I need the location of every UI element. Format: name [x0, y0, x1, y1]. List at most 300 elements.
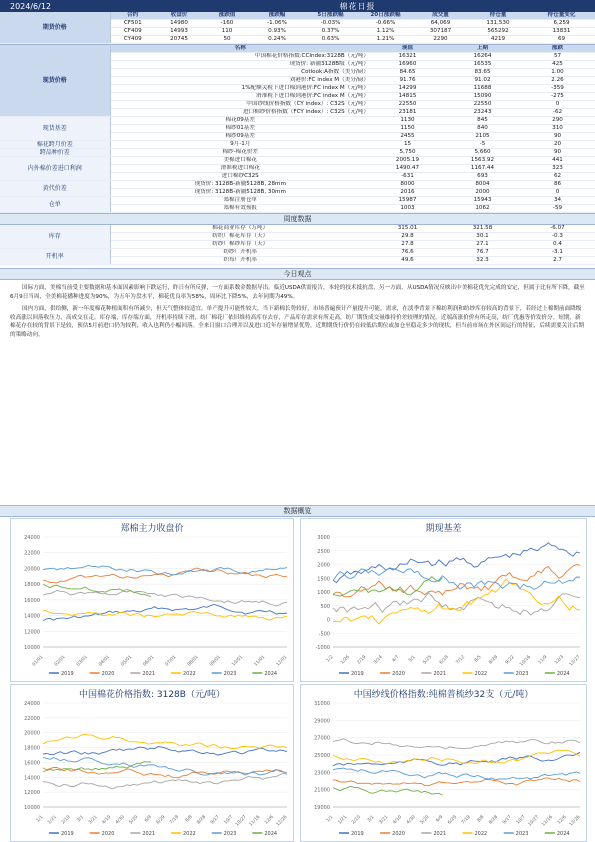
- y-tick-label: 29000: [314, 718, 330, 725]
- legend-label: 2019: [351, 671, 364, 677]
- start-rate-label: 开机率: [0, 249, 110, 265]
- basis-label: 现货基差: [0, 117, 110, 141]
- y-tick-label: 18000: [24, 582, 40, 589]
- cell: 23243: [445, 109, 520, 117]
- cell: 323: [520, 165, 595, 173]
- cell: 滑准税下进口棉到港价:FC index M（元/吨）: [110, 93, 370, 101]
- cell: 2000: [445, 189, 520, 197]
- legend-label: 2021: [433, 671, 447, 677]
- cell: 1130: [370, 117, 445, 125]
- chart-box: [10, 518, 294, 682]
- col-header: 收盘价: [155, 12, 203, 20]
- cell: 进口棉纱C32S: [110, 173, 370, 181]
- chart-basis: [301, 519, 586, 681]
- x-tick-label: 8/29: [488, 654, 500, 666]
- cell: 1150: [370, 125, 445, 133]
- y-tick-label: 23000: [314, 770, 330, 777]
- cell: 34: [520, 197, 595, 205]
- x-tick-label: 1/26: [340, 654, 351, 666]
- x-tick-label: 4/30: [406, 814, 417, 826]
- legend-label: 2021: [433, 831, 447, 837]
- y-tick-label: 18000: [24, 745, 40, 752]
- y-tick-label: -1000: [315, 645, 330, 651]
- y-tick-label: 16000: [24, 760, 40, 767]
- cell: 20745: [155, 36, 203, 44]
- x-tick-label: 12/6: [264, 814, 275, 826]
- y-tick-label: 2000: [317, 562, 330, 569]
- cell: 现货价: 3128B-新疆5128B, 30mm: [110, 189, 370, 197]
- cell: -59: [520, 205, 595, 213]
- table-row: [0, 249, 595, 257]
- table-row: [0, 157, 595, 165]
- chart-box: [300, 518, 587, 682]
- cell: CY409: [110, 36, 155, 44]
- series-line: [333, 739, 580, 749]
- cell: 64,069: [413, 20, 468, 28]
- cell: 8004: [445, 181, 520, 189]
- cell: -5: [445, 141, 520, 149]
- legend-label: 2022: [183, 831, 196, 837]
- series-line: [43, 589, 287, 606]
- cell: 49.6: [370, 257, 445, 265]
- x-tick-label: 11/16: [248, 814, 262, 828]
- cell: 1062: [445, 205, 520, 213]
- legend-label: 2019: [61, 831, 74, 837]
- x-tick-label: 3/1: [76, 814, 86, 824]
- cell: 15987: [370, 197, 445, 205]
- cell: 131,530: [468, 20, 528, 28]
- cell: 棉纱-棉花价差: [110, 149, 370, 157]
- cell: -0.03%: [303, 20, 358, 28]
- table-row: [0, 181, 595, 189]
- cell: 1.00: [520, 69, 595, 77]
- cell: 1167.44: [445, 165, 520, 173]
- x-tick-label: 8/28: [488, 814, 500, 826]
- cell: 845: [445, 117, 520, 125]
- cell: 16264: [445, 53, 520, 61]
- cell: 1003: [370, 205, 445, 213]
- cell: 织布厂开机率: [110, 257, 370, 265]
- cell: 32.3: [445, 257, 520, 265]
- x-tick-label: 03/01: [76, 654, 89, 668]
- x-tick-label: 3/21: [87, 814, 99, 826]
- y-tick-label: 22000: [24, 550, 40, 557]
- series-line: [333, 577, 442, 597]
- series-line: [43, 773, 287, 789]
- cell: -359: [520, 85, 595, 93]
- cell: 90: [520, 149, 595, 157]
- cell: Cotlook:A指数（美分/磅）: [110, 69, 370, 77]
- chart-cc-index: [11, 685, 293, 841]
- table-row: [0, 117, 595, 125]
- series-line: [333, 778, 580, 786]
- x-tick-label: 1/21: [47, 814, 58, 826]
- x-tick-label: 07/01: [164, 654, 178, 668]
- x-tick-label: 12/3: [554, 654, 565, 666]
- col-header: 上期: [445, 45, 520, 53]
- y-tick-label: 25000: [314, 753, 330, 759]
- x-tick-label: 8/5: [473, 654, 483, 664]
- cell: 69: [528, 36, 595, 44]
- cell: 滑准税进口棉花: [110, 165, 370, 173]
- cell: 纺织厂棉花库存（天）: [110, 233, 370, 241]
- x-tick-label: 4/30: [115, 814, 126, 826]
- x-tick-label: 5/20: [419, 814, 431, 826]
- cell: 27.8: [370, 241, 445, 249]
- cell: 0: [520, 101, 595, 109]
- spot-label: 现货价格: [0, 45, 110, 117]
- cell: 2.7: [520, 257, 595, 265]
- cell: 307187: [413, 28, 468, 36]
- cell: 50: [203, 36, 251, 44]
- y-tick-label: 500: [320, 603, 330, 610]
- legend-label: 2024: [264, 671, 278, 677]
- y-tick-label: 27000: [314, 735, 330, 742]
- col-header: 持仓量: [468, 12, 528, 20]
- cell: 29.8: [370, 233, 445, 241]
- x-tick-label: 8/8: [476, 814, 486, 824]
- x-tick-label: 10/7: [223, 814, 235, 826]
- x-tick-label: 1/1: [35, 814, 45, 824]
- cell: 20: [520, 141, 595, 149]
- x-tick-label: 10/01: [231, 654, 245, 668]
- cell: 76.6: [370, 249, 445, 257]
- x-tick-label: 6/9: [144, 814, 153, 824]
- cell: 14993: [155, 28, 203, 36]
- cell: -0.3: [520, 233, 595, 241]
- chart-box: [300, 684, 587, 842]
- x-tick-label: 4/7: [391, 654, 401, 664]
- x-tick-label: 2/10: [60, 814, 72, 826]
- cell: CF409: [110, 28, 155, 36]
- cell: 425: [520, 61, 595, 69]
- y-tick-label: -500: [318, 631, 330, 638]
- cell: 15090: [445, 93, 520, 101]
- cell: 0.93%: [251, 28, 303, 36]
- y-tick-label: 12000: [24, 629, 40, 636]
- cell: 23181: [370, 109, 445, 117]
- series-line: [333, 752, 580, 766]
- yellow-label: 黄代价差: [0, 181, 110, 197]
- x-tick-label: 5/1: [408, 654, 417, 664]
- cell: 16535: [445, 61, 520, 69]
- cell: 15: [370, 141, 445, 149]
- x-tick-label: 12/6: [557, 814, 568, 826]
- legend-label: 2023: [515, 671, 529, 677]
- cell: 0.63%: [303, 36, 358, 44]
- chart-title: 郑棉主力收盘价: [120, 524, 184, 534]
- cell: 1.12%: [358, 28, 413, 36]
- cell: 16960: [370, 61, 445, 69]
- col-header: 名称: [110, 45, 370, 53]
- cell: 1%配额关税下进口棉到港价:FC index M（元/吨）: [110, 85, 370, 93]
- report-title: 棉花日报: [339, 1, 376, 11]
- y-tick-label: 22000: [24, 715, 40, 722]
- x-tick-label: 3/14: [373, 654, 384, 666]
- y-tick-label: 24000: [24, 535, 40, 541]
- y-tick-label: 20000: [24, 730, 40, 737]
- weekly-title: 周度数据: [0, 213, 595, 225]
- cell: 1490.47: [370, 165, 445, 173]
- legend-label: 2020: [392, 671, 405, 677]
- report-header: [0, 0, 595, 12]
- cell: 76.7: [445, 249, 520, 257]
- cell: 1.21%: [358, 36, 413, 44]
- chart-title: 中国纱线价格指数:纯棉普梳纱32支（元/吨）: [353, 690, 534, 700]
- cell: 郑棉有效预报: [110, 205, 370, 213]
- cell: 2105: [445, 133, 520, 141]
- cell: 315.01: [370, 225, 445, 233]
- x-tick-label: 4/10: [101, 814, 113, 826]
- cell: -3.1: [520, 249, 595, 257]
- cell: 83.65: [445, 69, 520, 77]
- x-tick-label: 7/12: [455, 654, 467, 666]
- cell: CF501: [110, 20, 155, 28]
- cell: 刘港价:FC index M（美分/磅）: [110, 77, 370, 85]
- x-tick-label: 1/21: [337, 814, 349, 826]
- x-tick-label: 7/19: [169, 814, 180, 826]
- chart-title: 期现基差: [425, 524, 462, 534]
- chart-title: 中国棉花价格指数: 3128B（元/吨）: [78, 690, 225, 700]
- cell: 290: [520, 117, 595, 125]
- x-tick-label: 08/01: [186, 654, 200, 668]
- cell: 2290: [413, 36, 468, 44]
- cell: -160: [203, 20, 251, 28]
- series-line: [43, 584, 151, 596]
- x-tick-label: 12/01: [275, 654, 289, 668]
- x-tick-label: 9/17: [502, 814, 513, 826]
- x-tick-label: 10/16: [519, 654, 533, 668]
- x-tick-label: 6/18: [438, 654, 450, 666]
- cell: 27.1: [445, 241, 520, 249]
- x-tick-label: 05/01: [120, 654, 134, 668]
- view-paragraph-1: 国际方面，美棉当前受主要数据和基本面因素影响下跌运行，昨日有所反弹，一方面系数金数据导出。临近USDA供需报告，本轮的技术抵抗盘，另一方面，从USDA情况反映出中美棉花优先完成的安定，但属于比有所下降，截至6月9日当周，全美棉花播种进度为90%，为五年为盘水平，棉花优良率为58%，周环比下降5%，去年同期为49%。: [10, 285, 585, 300]
- x-tick-label: 06/01: [142, 654, 156, 668]
- x-tick-label: 01/01: [31, 654, 45, 668]
- cell: 1563.92: [445, 157, 520, 165]
- view-paragraph-2: 国内方面，供给侧，新一年度棉花种植面积有所减少，但天气整体较适宜，单产提升可能性较大，当下新棉长势较好，市场普遍预计产量提升可能。需求，在淡季背景下棉纺利润和纺纱库存较高的背景下，若经过上棉期前面降级收高涨以回落收压力，高成交在走。库存端，库存端方面，开机率持续下滑，纺厂棉花厂依旧维持高库存去存，产品库存需求有所走高，纺厂期货成交量维持价差较理的情况，近端高涨价价有所走高，纺厂优惠等价发价分。短期，新棉花存在较的背景下是较，预估5月前进口仍为较利，收入也利仍小幅回落。全来日窗口合理并以及进口近年存量增显优势，近期期货行价仍在较低估期位或加仓至稳走多少的现状，但当前市场在外区间运行的特征，后续需要关注后期的策略动向。: [10, 306, 585, 338]
- series-line: [333, 768, 580, 780]
- inventory-label: 库存: [0, 225, 110, 249]
- cell: 2455: [370, 133, 445, 141]
- cell: 57: [520, 53, 595, 61]
- cell: 22550: [370, 101, 445, 109]
- x-tick-label: 10/7: [515, 814, 527, 826]
- series-line: [43, 610, 287, 620]
- x-tick-label: 6/29: [155, 814, 167, 826]
- chart-box: [10, 684, 294, 842]
- legend-label: 2019: [61, 671, 74, 677]
- cell: 2016: [370, 189, 445, 197]
- x-tick-label: 10/27: [235, 814, 248, 828]
- cell: 4219: [468, 36, 528, 44]
- y-tick-label: 10000: [24, 805, 40, 811]
- x-tick-label: 8/28: [196, 814, 208, 826]
- cell: 8000: [370, 181, 445, 189]
- y-tick-label: 21000: [314, 787, 330, 794]
- y-tick-label: 16000: [24, 597, 40, 604]
- legend-label: 2020: [101, 671, 115, 677]
- cell: 郑棉注册仓单: [110, 197, 370, 205]
- cell: 棉纱09基差: [110, 133, 370, 141]
- x-tick-label: 12/26: [568, 814, 582, 828]
- cell: 5,660: [445, 149, 520, 157]
- cell: 565292: [468, 28, 528, 36]
- x-tick-label: 4/10: [392, 814, 404, 826]
- y-tick-label: 14000: [24, 775, 40, 782]
- x-tick-label: 12/26: [275, 814, 289, 828]
- cell: 84.65: [370, 69, 445, 77]
- inout-label: 内外棉价差进口利润: [0, 157, 110, 181]
- series-line: [43, 568, 287, 583]
- y-tick-label: 1500: [317, 576, 330, 583]
- x-tick-label: 3/1: [366, 814, 376, 824]
- x-tick-label: 1/2: [325, 654, 335, 664]
- x-tick-label: 5/25: [422, 654, 434, 666]
- cell: 0: [520, 189, 595, 197]
- cell: 棉纱01基差: [110, 125, 370, 133]
- cell: 14980: [155, 20, 203, 28]
- x-tick-label: 1/1: [325, 814, 335, 824]
- report-date: 2024/6/12: [10, 1, 52, 11]
- x-tick-label: 10/27: [527, 814, 541, 828]
- x-tick-label: 09/01: [209, 654, 222, 668]
- legend-label: 2019: [351, 831, 364, 837]
- cell: 现货价: 新疆3128B级（元/吨）: [110, 61, 370, 69]
- series-line: [333, 543, 580, 583]
- cell: 14815: [370, 93, 445, 101]
- cell: 13831: [528, 28, 595, 36]
- cell: 美棉进口棉花: [110, 157, 370, 165]
- cell: -62: [520, 109, 595, 117]
- series-line: [333, 786, 442, 795]
- y-tick-label: 3000: [317, 535, 330, 541]
- cell: 现货价: 3128B-新疆5128B, 28mm: [110, 181, 370, 189]
- legend-label: 2024: [556, 831, 570, 837]
- cell: 91.76: [370, 77, 445, 85]
- x-tick-label: 8/8: [184, 814, 194, 824]
- table-row: [0, 197, 595, 205]
- x-tick-label: 11/16: [541, 814, 554, 828]
- chart-zhengmian-close: [11, 519, 293, 681]
- x-tick-label: 11/9: [537, 654, 549, 666]
- y-tick-label: 1000: [317, 590, 330, 596]
- y-tick-label: 10000: [24, 645, 40, 651]
- col-header: 涨跌值: [203, 12, 251, 20]
- chart-cy-index: [301, 685, 586, 841]
- cell: 5,750: [370, 149, 445, 157]
- cell: 9月-1月: [110, 141, 370, 149]
- y-tick-label: 2500: [317, 548, 330, 555]
- overview-title: 数据概览: [0, 505, 595, 517]
- x-tick-label: 11/01: [253, 654, 267, 668]
- cell: 中国棉花价格指数:CCIndex:3128B（元/吨）: [110, 53, 370, 61]
- cell: 15943: [445, 197, 520, 205]
- x-tick-label: 02/01: [53, 654, 67, 668]
- legend-label: 2023: [223, 671, 237, 677]
- legend-label: 2023: [515, 831, 529, 837]
- charts-area: [0, 507, 595, 842]
- cell: 14299: [370, 85, 445, 93]
- x-tick-label: 9/22: [504, 654, 516, 666]
- y-tick-label: 14000: [24, 613, 40, 620]
- col-header: 5日涨跌幅: [303, 12, 358, 20]
- legend-label: 2022: [474, 671, 488, 677]
- y-tick-label: 0: [326, 617, 330, 624]
- cell: -275: [520, 93, 595, 101]
- x-tick-label: 6/29: [447, 814, 458, 826]
- cell: 11688: [445, 85, 520, 93]
- crossvar-label: 跨品种价差: [0, 149, 110, 157]
- cell: 86: [520, 181, 595, 189]
- legend-label: 2023: [223, 831, 237, 837]
- cell: 62: [520, 173, 595, 181]
- table-row: [0, 141, 595, 149]
- col-header: 持仓量变化: [528, 12, 595, 20]
- spot-table: [0, 44, 595, 213]
- series-line: [333, 750, 580, 764]
- cell: -631: [370, 173, 445, 181]
- cell: 22550: [445, 101, 520, 109]
- y-tick-label: 31000: [314, 701, 330, 707]
- series-line: [43, 735, 287, 749]
- cell: 441: [520, 157, 595, 165]
- cell: 0.37%: [303, 28, 358, 36]
- cell: 2.26: [520, 77, 595, 85]
- col-header: 涨跌幅: [251, 12, 303, 20]
- futures-table: [0, 12, 595, 44]
- spread-label: 棉花跨月价差: [0, 141, 110, 149]
- x-tick-label: 7/19: [460, 814, 472, 826]
- x-tick-label: 9/17: [209, 814, 221, 826]
- legend-label: 2021: [142, 831, 156, 837]
- legend-label: 2022: [183, 671, 196, 677]
- col-header: 成交量: [413, 12, 468, 20]
- cell: 棉花商业库存（万吨）: [110, 225, 370, 233]
- cell: 进口棉纱价格指数（FCY index）: C32S（元/吨）: [110, 109, 370, 117]
- cell: 840: [445, 125, 520, 133]
- y-tick-label: 20000: [24, 566, 40, 573]
- cell: -1.06%: [251, 20, 303, 28]
- legend-label: 2022: [474, 831, 488, 837]
- cell: 110: [203, 28, 251, 36]
- cell: -6.07: [520, 225, 595, 233]
- series-line: [43, 565, 287, 575]
- y-tick-label: 24000: [24, 701, 40, 707]
- y-tick-label: 19000: [314, 805, 330, 811]
- cell: 30.1: [445, 233, 520, 241]
- legend-label: 2024: [556, 671, 570, 677]
- table-row: [0, 149, 595, 157]
- legend-label: 2024: [264, 831, 278, 837]
- legend-label: 2020: [101, 831, 115, 837]
- cell: -0.66%: [358, 20, 413, 28]
- table-row: [0, 225, 595, 233]
- legend-label: 2020: [392, 831, 405, 837]
- weekly-table: [0, 225, 595, 265]
- cell: 2005.19: [370, 157, 445, 165]
- warehouse-label: 仓单: [0, 197, 110, 213]
- x-tick-label: 12/27: [568, 654, 582, 668]
- y-tick-label: 12000: [24, 790, 40, 797]
- cell: 310: [520, 125, 595, 133]
- cell: 纺纱厂棉纱库存（天）: [110, 241, 370, 249]
- cell: 16321: [370, 53, 445, 61]
- col-header: 现值: [370, 45, 445, 53]
- x-tick-label: 6/9: [435, 814, 445, 824]
- cell: 91.02: [445, 77, 520, 85]
- cell: 棉花09基差: [110, 117, 370, 125]
